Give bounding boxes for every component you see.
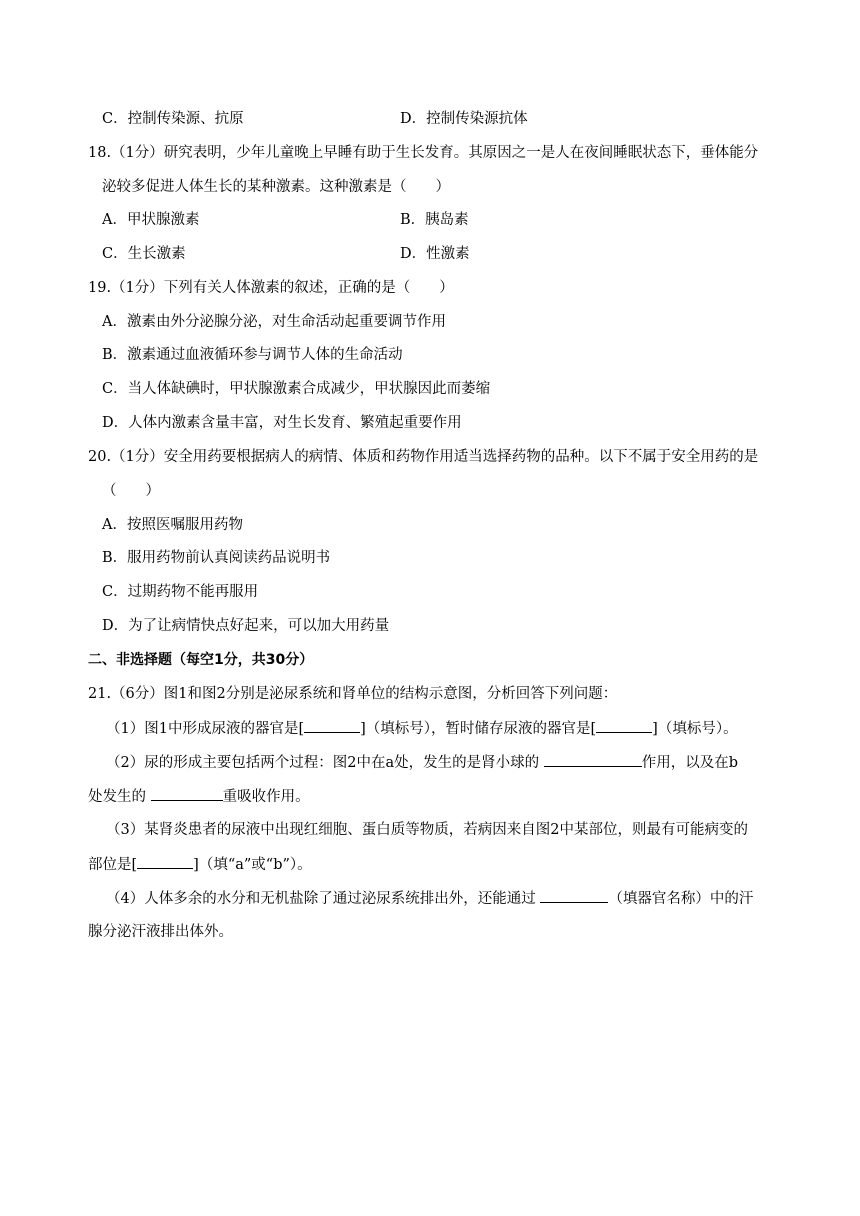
q20-option-b: B．服用药物前认真阅读药品说明书 — [102, 550, 331, 566]
q18-option-d: D．性激素 — [400, 246, 470, 262]
q21-part3-line1: （3）某肾炎患者的尿液中出现红细胞、蛋白质等物质，若病因来自图2中某部位，则最有可能病变的 — [106, 822, 748, 838]
q21-part4-text-a: （4）人体多余的水分和无机盐除了通过泌尿系统排出外，还能通过 — [106, 891, 541, 907]
q21-part2-line1 — [106, 752, 738, 773]
q19-stem: 19.（1分）下列有关人体激素的叙述，正确的是（ ） — [88, 280, 454, 296]
q21-part3-text-b: 部位是[ — [88, 857, 138, 873]
q21-part2-text-b: 作用，以及在b — [641, 755, 738, 771]
q21-part3-line2 — [88, 854, 312, 875]
q19-option-b: B．激素通过血液循环参与调节人体的生命活动 — [102, 347, 403, 363]
q18-option-a: A．甲状腺激素 — [102, 212, 200, 228]
q21-part1 — [106, 718, 738, 739]
q21-part1-text-b: ]（填标号），暂时储存尿液的器官是[ — [360, 721, 597, 737]
q21-part4-blank[interactable] — [540, 888, 608, 903]
q21-part2-blank1[interactable] — [544, 752, 642, 767]
q21-part4-line2: 腺分泌汗液排出体外。 — [88, 924, 233, 940]
q18-stem-line2: 泌较多促进人体生长的某种激素。这种激素是（ ） — [102, 179, 450, 195]
q21-part1-text-c: ]（填标号）。 — [652, 721, 738, 737]
q19-option-a: A．激素由外分泌腺分泌，对生命活动起重要调节作用 — [102, 314, 446, 330]
q20-option-d: D．为了让病情快点好起来，可以加大用药量 — [102, 618, 390, 634]
q21-part1-blank2[interactable] — [596, 718, 652, 733]
q21-part2-line2 — [88, 786, 310, 807]
q20-stem-line2: （ ） — [102, 483, 160, 499]
q21-stem: 21.（6分）图1和图2分别是泌尿系统和肾单位的结构示意图，分析回答下列问题： — [88, 686, 618, 702]
q21-part3-text-c: ]（填“a”或“b”）。 — [193, 857, 312, 873]
q21-part3-blank[interactable] — [137, 854, 193, 869]
q21-part4-text-b: （填器官名称）中的汗 — [608, 891, 754, 907]
section-heading-non-choice: 二、非选择题（每空1分，共30分） — [88, 652, 314, 668]
q20-option-c: C．过期药物不能再服用 — [102, 584, 259, 600]
q18-option-c: C．生长激素 — [102, 246, 186, 262]
q20-stem-line1: 20.（1分）安全用药要根据病人的病情、体质和药物作用适当选择药物的品种。以下不属于安全用药的是 — [88, 449, 759, 465]
q21-part1-text-a: （1）图1中形成尿液的器官是[ — [106, 721, 305, 737]
q21-part1-blank1[interactable] — [304, 718, 360, 733]
q21-part2-text-a: （2）尿的形成主要包括两个过程：图2中在a处，发生的是肾小球的 — [106, 755, 544, 771]
q21-part2-text-c: 处发生的 — [88, 789, 151, 805]
q17-option-c: C．控制传染源、抗原 — [102, 111, 244, 127]
q18-option-b: B．胰岛素 — [400, 212, 469, 228]
q18-stem-line1: 18.（1分）研究表明，少年儿童晚上早睡有助于生长发育。其原因之一是人在夜间睡眠状态下，垂体能分 — [88, 145, 759, 161]
q19-option-c: C．当人体缺碘时，甲状腺激素合成减少，甲状腺因此而萎缩 — [102, 381, 491, 397]
q17-option-d: D．控制传染源抗体 — [400, 111, 528, 127]
q20-option-a: A．按照医嘱服用药物 — [102, 517, 243, 533]
q21-part2-blank2[interactable] — [151, 786, 223, 801]
q19-option-d: D．人体内激素含量丰富，对生长发育、繁殖起重要作用 — [102, 415, 462, 431]
q21-part2-text-d: 重吸收作用。 — [222, 789, 310, 805]
q21-part4-line1 — [106, 888, 753, 909]
